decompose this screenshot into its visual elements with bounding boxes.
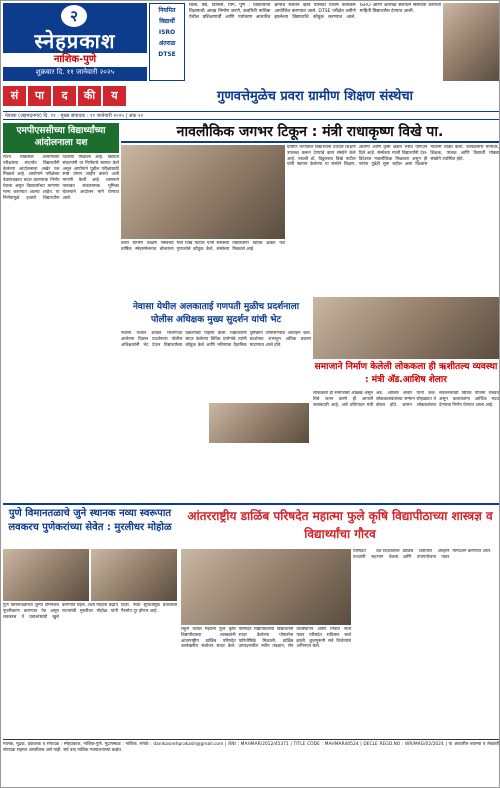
social-article-body: लोककला ही समाजाची ओळख असून तिचे जतन करणे ही आपली जबाबदारी आहे, असे प्रतिपादन मंत्री अ‍ॅड. आशिष शेलार यांनी केले. लोककलावंतांच्या सन्मान सोहळ्यात ते बोलत होते. शासन लोककलेच्या संवर्धनासाठी विविध योजना राबवत असून कलावंतांना आर्थिक मदत देण्याचा निर्णय घेण्यात आला आहे. — [313, 391, 499, 408]
masthead — [3, 3, 147, 81]
airport-photo — [3, 549, 89, 601]
headline-left: एमपीएससीच्या विद्यार्थ्यांच्या आंदोलनाला यश — [3, 123, 119, 153]
agri-article-body: राहुरी येथील महात्मा फुले कृषि विद्यापीठाच्या शास्त्रज्ञांनी आंतरराष्ट्रीय डाळिंब परिषदेत उल्लेखनीय संशोधन सादर केले. परिषदेत विद्यापीठाच्या विद्यार्थ्यांनी सादर केलेल्या पोस्टर्सना पारितोषिके मिळाली. डाळिंब उत्पादनातील नवीन तंत्रज्ञान, रोग व्यवस्थापन आणि निर्यात संधी यावर परिषदेत सविस्तर चर्चा झाली. कुलगुरूंनी सर्व विजेत्यांचे अभिनंदन केले. — [181, 627, 351, 650]
headline-pune: पुणे विमानतळाचे जुने स्थानक नव्या स्वरूपात लवकरच पुणेकरांच्या सेवेत : मुरलीधर मोहोळ — [8, 508, 172, 533]
editorial-letter: य — [103, 86, 126, 106]
airport-photo — [91, 549, 177, 601]
editorial-letter: की — [78, 86, 101, 106]
issue-number: २ — [61, 5, 87, 27]
student-photo — [443, 3, 499, 81]
pune-article-body: पुणे विमानतळाच्या जुन्या टर्मिनलचे नूतनीकरण करण्यात येत असून लवकरच ते प्रवाशांसाठी खुले करण्यात येईल, अशी माहिती केंद्रीय राज्यमंत्री मुरलीधर मोहोळ यांनी दिली. नव्या सुविधांमुळे प्रवाशांची गैरसोय दूर होणार आहे. — [3, 603, 177, 620]
headline-police: नेवासा येथील अलकाताई गणपती मुळीच प्रदर्शनाला पोलीस अधिक्षक मुख्य सुदर्शन यांची भेट — [132, 302, 300, 325]
main-article-body: प्रवरा ग्रामीण शिक्षण संस्थेच्या वार्षिक स्नेहसंमेलनात बोलताना मंत्री विखे पाटील यांनी संस्थेच्या गुणवत्तेचे कौतुक केले. संस्थेच्या विद्यार्थ्यांनी विविध क्षेत्रांत यश मिळवले आहे. — [121, 241, 285, 252]
conference-photo — [181, 549, 351, 625]
editorial-letter: द — [53, 86, 76, 106]
print-line: मालक, मुद्रक, प्रकाशक व संपादक : स्नेहप्रकाश, नाशिक-पुणे. मुद्रणस्थळ : नाशिक. संपर्क : danikasnehprakash@gmail.com | RNI : MAHMAR/2012/45371 | TITLE CODE : MAHMAR40524 | DECLE REGD.NO : WR/MAG/02/2024 | या अंकातील बातम्या व लेखांशी संपादक सहमत असतीलच असे नाही. सर्व वाद नाशिक न्यायालयाच्या कक्षेत. — [3, 739, 499, 785]
event-photo — [121, 145, 285, 239]
headline-agri: आंतरराष्ट्रीय डाळिंब परिषदेत महात्मा फुले कृषि विद्यापीठाच्या शास्त्रज्ञ व विद्यार्थ्यांचा गौरव — [187, 509, 493, 541]
approval-line: अंतराळ — [158, 40, 176, 47]
date-strip: नेवासा (अहमदनगर) दि. ११ : मुख्य संपादक : ११ जानेवारी २०२५ | अंक २२ — [3, 111, 499, 120]
approval-line: नियमित — [158, 7, 176, 14]
approval-line: DTSE — [158, 51, 176, 58]
police-article-body: नेवासा येथील शाळेत भरवण्यात आलेल्या विज्ञान प्रदर्शनाला पोलीस अधिक्षकांनी भेट देऊन विद्यार्थ्यांच्या प्रकल्पांची पाहणी केली. विद्यार्थ्यांनी सादर केलेल्या विविध प्रयोगांचे त्यांनी कौतुक केले आणि भविष्यात वैज्ञानिक दृष्टिकोन जोपासण्याचे आवाहन केले. प्रदर्शनात शंभरहून अधिक प्रकल्प मांडण्यात आले होते. — [121, 331, 311, 348]
newspaper-title: स्नेहप्रकाश — [34, 29, 116, 53]
issue-date: शुक्रवार दि. ११ जानेवारी २०२५ — [35, 68, 115, 76]
editorial-letter: सं — [3, 86, 26, 106]
approval-box — [149, 3, 185, 81]
headline-social: समाजाने निर्माण केलेली लोककला ही ऋशीतल्य व्यवस्था : मंत्री अ‍ॅड.आशिष शेलार — [314, 362, 498, 385]
folk-art-photo — [313, 297, 499, 359]
headline-main: नावलौकिक जगभर टिकून : मंत्री राधाकृष्ण विखे पा. — [121, 121, 499, 143]
approval-line: ISRO — [158, 29, 176, 36]
main-article-continued: ग्रामीण भागातील विद्यार्थ्यांना दर्जेदार शिक्षण उपलब्ध करून देण्याचे काम संस्थेने केले आहे. पद्मश्री डॉ. विठ्ठलराव विखे पाटील यांनी स्थापन केलेल्या या संस्थेने शिक्षण, आरोग्य आणि कृषी क्षेत्रात भरीव योगदान दिले आहे. संस्थेच्या माजी विद्यार्थ्यांनी देश-विदेशात नावलौकिक मिळवला असून ही परंपरा पुढेही सुरू राहील असा विश्वास मंत्र्यांनी व्यक्त केला. कार्यक्रमास मान्यवर, शिक्षक, पालक आणि विद्यार्थी मोठ्या संख्येने उपस्थित होते. — [287, 145, 499, 168]
section-divider — [3, 503, 499, 505]
top-story-text: बिर्ला, वैद्य, डिफिस, यिंग, पुणे : विद्यार्थ्यांना विज्ञानाची आवड निर्माण करणे, कवयित्री नाशिक येथील प्रशिक्षणार्थी आणि पर्यावरण आधारित ज्ञानाचे संवर्धन व्हावे यासाठी विशेष कार्यक्रम आयोजित करण्यात आले. DTSE परीक्षेत उत्तीर्ण झालेल्या विद्यार्थ्यांचे कौतुक करण्यात आले. ISRO आणि अंतराळ संशोधन संस्थेच्या कार्याची माहिती विद्यार्थ्यांना देण्यात आली. — [189, 3, 441, 21]
exhibition-photo — [209, 403, 309, 443]
approval-line: विद्यार्थी — [159, 18, 175, 25]
agri-article-continued: परिषदेत देश-विदेशातील तज्ज्ञांनी सहभाग घेतला. डाळिंब शेतीतील आव्हाने आणि उपाययोजना यावर मार्गदर्शन करण्यात आले. — [353, 549, 492, 560]
editorial-letter: पा — [28, 86, 51, 106]
headline-edit: गुणवत्तेमुळेच प्रवरा ग्रामीण शिक्षण संस्थेचा — [217, 89, 413, 104]
left-article-body: राज्य लोकसेवा आयोगाच्या परीक्षांच्या संदर्भात विद्यार्थ्यांनी केलेल्या आंदोलनाला अखेर यश मिळाले आहे. आयोगाने परीक्षेच्या वेळापत्रकात बदल करण्याचा निर्णय घेतला असून विद्यार्थ्यांच्या मागण्या मान्य करण्यात आल्या आहेत. या निर्णयामुळे हजारो विद्यार्थ्यांना दिलासा मिळाला आहे. विद्यार्थी संघटनांनी या निर्णयाचे स्वागत केले असून आयोगाने पुढील परीक्षांसाठी स्पष्ट धोरण जाहीर करावे अशी मागणी केली आहे. शासनाने याबाबत सकारात्मक भूमिका घेतल्याने आंदोलन मागे घेण्यात आले. — [3, 155, 119, 201]
newspaper-city: नाशिक-पुणे — [3, 53, 147, 67]
